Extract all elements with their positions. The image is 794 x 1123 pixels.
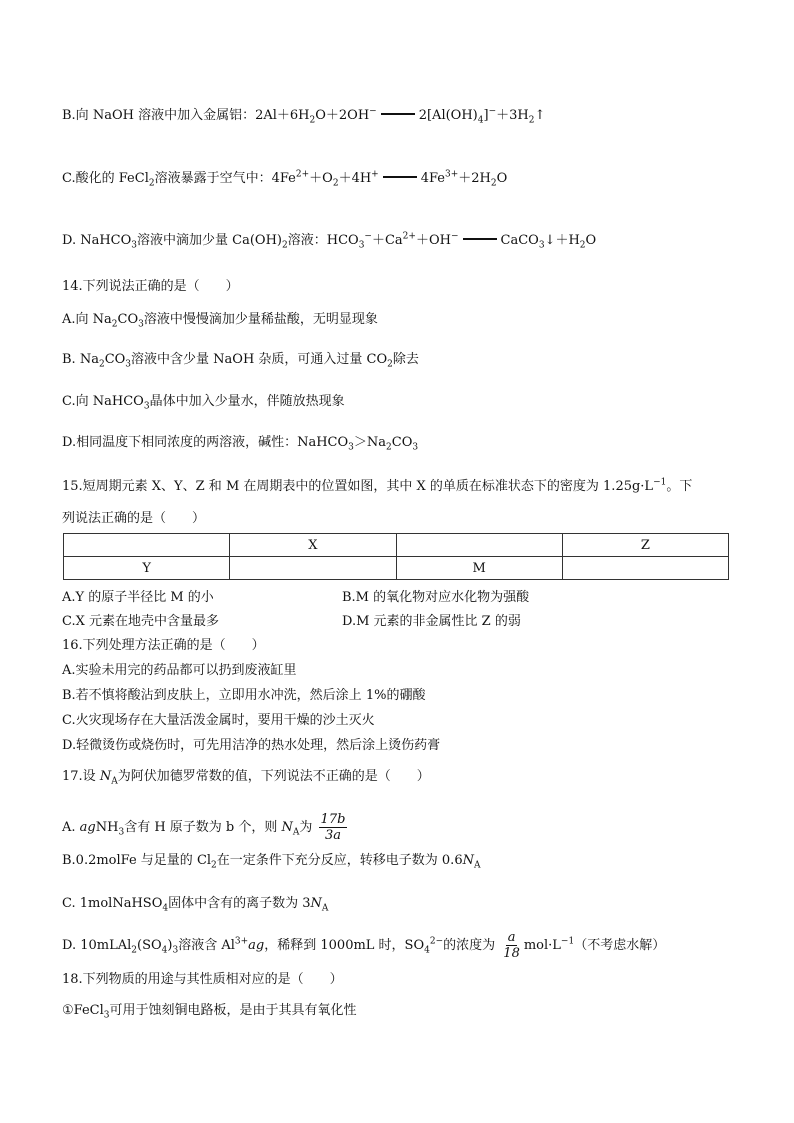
q15-stem-line1: 15.短周期元素 X、Y、Z 和 M 在周期表中的位置如图，其中 X 的单质在标准状态下的密度为 $1.25g\cdot L^{-1}$。下 [62,477,693,494]
q18-stem: 18.下列物质的用途与其性质相对应的是（ ） [62,972,343,987]
q15-option-d: D.M 元素的非金属性比 Z 的弱 [342,614,521,629]
table-row [64,557,729,580]
q14-option-c: C.向 NaHCO$_3$晶体中加入少量水，伴随放热现象 [62,394,345,412]
q14-option-b: B. $Na_2CO_3$溶液中含少量 NaOH 杂质，可通入过量 $CO_2$除去 [62,352,419,370]
periodic-table-grid [63,533,729,580]
q13-option-d: D. NaHCO$_3$溶液中滴加少量 $Ca(OH)_2$溶液：$HCO_3^-+Ca^{2+}+OH^-$ $CaCO_3↓+H_2O$ [62,231,597,251]
table-cell [230,557,396,580]
q15-stem-line2: 列说法正确的是（ ） [62,511,206,526]
equals-arrow-icon [463,238,497,241]
table-cell: X [230,534,396,557]
table-row [64,534,729,557]
table-cell: M [396,557,562,580]
table-cell [396,534,562,557]
q15-option-c: C.X 元素在地壳中含量最多 [62,614,220,629]
q13-option-b: B.向 NaOH 溶液中加入金属铝：$2Al+6H_2O+2OH^-$ $2[Al(OH)_4]^-+3H_2↑$ [62,106,546,126]
q13-option-c: C.酸化的 FeCl$_2$溶液暴露于空气中：$4Fe^{2+}+O_2+4H^+$ $4Fe^{3+}+2H_2O$ [62,169,508,189]
q16-option-d: D.轻微烫伤或烧伤时，可先用洁净的热水处理，然后涂上烫伤药膏 [62,738,441,753]
table-cell [64,534,230,557]
q15-option-a: A.Y 的原子半径比 M 的小 [62,590,214,605]
q17-option-d: D. $10mLAl_2(SO_4)_3$溶液含 $Al^{3+}ag$，稀释到 1000mL 时，$SO_4^{2-}$的浓度为 $\frac{a}{18}$ $mol\cdot L^{-1}$（不考虑水解） [62,930,666,961]
q14-option-a: A.向 $Na_2CO_3$溶液中慢慢滴加少量稀盐酸，无明显现象 [62,312,378,330]
equals-arrow-icon [383,176,417,179]
q18-item-1: ①FeCl$_3$可用于蚀刻铜电路板，是由于其具有氧化性 [62,1003,357,1021]
q15-option-b: B.M 的氧化物对应水化物为强酸 [342,590,530,605]
q17-stem: 17.设 $N_A$为阿伏加德罗常数的值，下列说法不正确的是（ ） [62,769,430,787]
q16-option-a: A.实验未用完的药品都可以扔到废液缸里 [62,663,297,678]
q16-option-c: C.火灾现场存在大量活泼金属时，要用干燥的沙土灭火 [62,713,375,728]
equals-arrow-icon [381,113,415,116]
fraction-17b-over-3a: $\frac{17b}{3a}$ [320,812,346,843]
q17-option-b: B.0.2molFe 与足量的 $Cl_2$在一定条件下充分反应，转移电子数为 $0.6N_A$ [62,853,481,871]
q16-stem: 16.下列处理方法正确的是（ ） [62,638,265,653]
q14-stem: 14.下列说法正确的是（ ） [62,279,239,294]
table-cell: Z [562,534,728,557]
q17-option-a: A. agNH$_3$含有 H 原子数为 b 个，则 $N_A$为 $\frac{17b}{3a}$ [62,812,346,843]
q14-option-d: D.相同温度下相同浓度的两溶液，碱性：$NaHCO_3>Na_2CO_3$ [62,435,419,453]
q16-option-b: B.若不慎将酸沾到皮肤上，立即用水冲洗，然后涂上 1%的硼酸 [62,688,426,703]
fraction-a-over-18: $\frac{a}{18}$ [503,930,520,961]
table-cell: Y [64,557,230,580]
table-cell [562,557,728,580]
q17-option-c: C. 1molNaHSO$_4$固体中含有的离子数为 $3N_A$ [62,896,329,914]
